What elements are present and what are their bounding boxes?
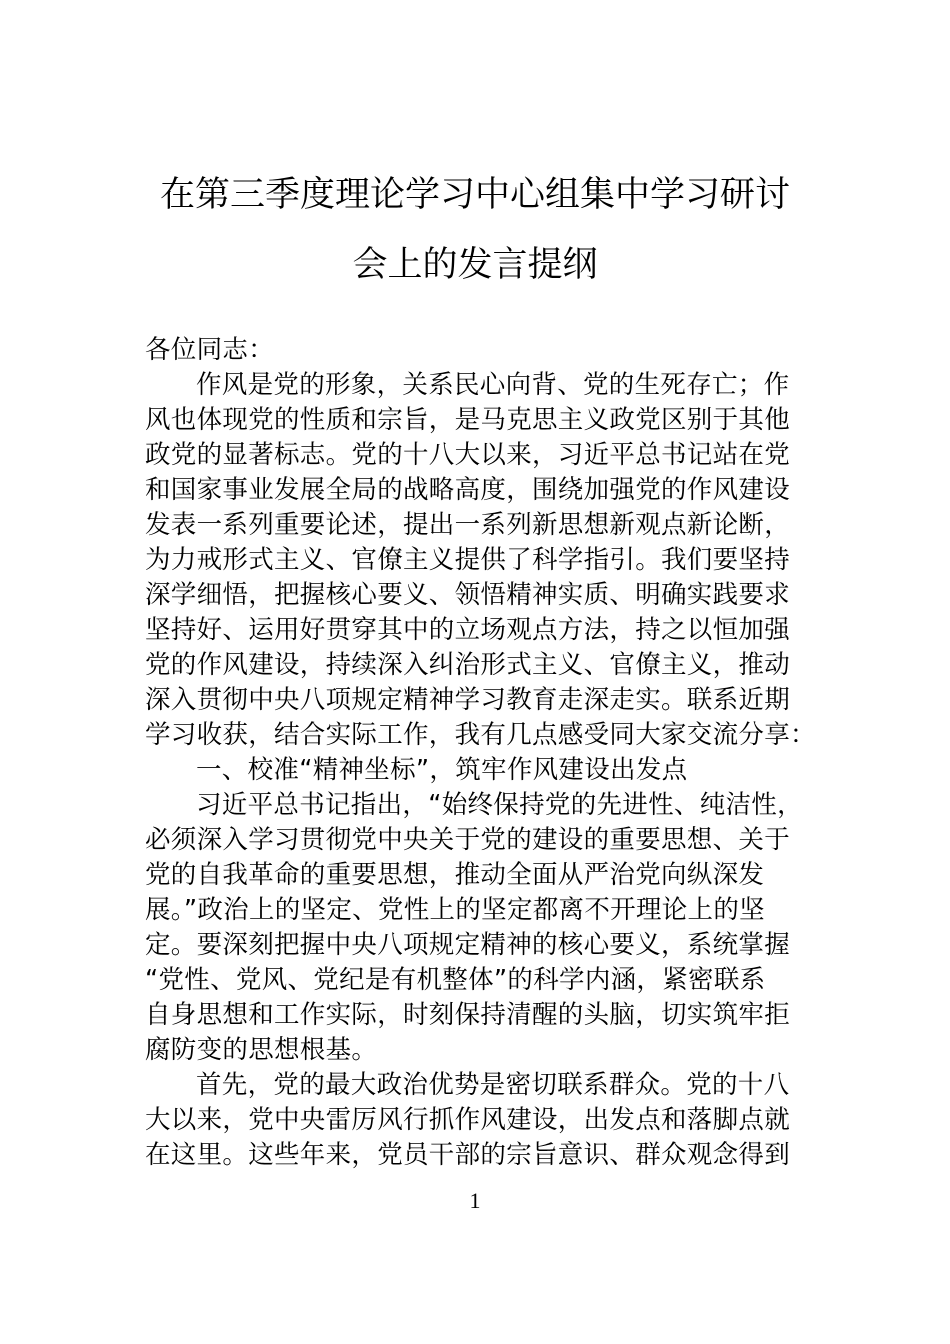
salutation: 各位同志： — [145, 335, 275, 365]
page-number: 1 — [469, 1188, 481, 1213]
paragraph-line: 深入贯彻中央八项规定精神学习教育走深走实。联系近期 — [145, 685, 791, 715]
paragraph-line: 自身思想和工作实际，时刻保持清醒的头脑，切实筑牢拒 — [145, 1000, 791, 1030]
paragraph-line: 定。要深刻把握中央八项规定精神的核心要义，系统掌握 — [145, 930, 791, 960]
document-title-line-1: 在第三季度理论学习中心组集中学习研讨 — [159, 175, 790, 215]
paragraph-line: 为力戒形式主义、官僚主义提供了科学指引。我们要坚持 — [145, 545, 791, 575]
paragraph-line: 大以来，党中央雷厉风行抓作风建设，出发点和落脚点就 — [145, 1105, 791, 1135]
paragraph-line: 深学细悟，把握核心要义、领悟精神实质、明确实践要求 — [145, 580, 791, 610]
paragraph-line: 学习收获，结合实际工作，我有几点感受同大家交流分享： — [145, 720, 816, 750]
paragraph-line: 坚持好、运用好贯穿其中的立场观点方法，持之以恒加强 — [145, 615, 791, 645]
paragraph-line: 作风是党的形象，关系民心向背、党的生死存亡；作 — [196, 370, 790, 400]
paragraph-line: 首先，党的最大政治优势是密切联系群众。党的十八 — [196, 1070, 790, 1100]
paragraph-line: 发表一系列重要论述，提出一系列新思想新观点新论断， — [145, 510, 791, 540]
paragraph-line: 风也体现党的性质和宗旨，是马克思主义政党区别于其他 — [145, 405, 791, 435]
paragraph-line: 腐防变的思想根基。 — [145, 1035, 378, 1065]
paragraph-line: 展。”政治上的坚定、党性上的坚定都离不开理论上的坚 — [145, 895, 765, 925]
paragraph-line: 在这里。这些年来，党员干部的宗旨意识、群众观念得到 — [145, 1140, 791, 1170]
document-title-line-2: 会上的发言提纲 — [352, 245, 598, 285]
paragraph-line: 党的作风建设，持续深入纠治形式主义、官僚主义，推动 — [145, 650, 791, 680]
paragraph-line: 和国家事业发展全局的战略高度，围绕加强党的作风建设 — [145, 475, 791, 505]
paragraph-line: “党性、党风、党纪是有机整体”的科学内涵，紧密联系 — [145, 965, 766, 995]
paragraph-line: 政党的显著标志。党的十八大以来，习近平总书记站在党 — [145, 440, 791, 470]
section-heading: 一、校准“精神坐标”，筑牢作风建设出发点 — [196, 755, 688, 785]
paragraph-line: 党的自我革命的重要思想，推动全面从严治党向纵深发 — [145, 860, 765, 890]
paragraph-line: 习近平总书记指出，“始终保持党的先进性、纯洁性， — [196, 790, 803, 820]
paragraph-line: 必须深入学习贯彻党中央关于党的建设的重要思想、关于 — [145, 825, 791, 855]
